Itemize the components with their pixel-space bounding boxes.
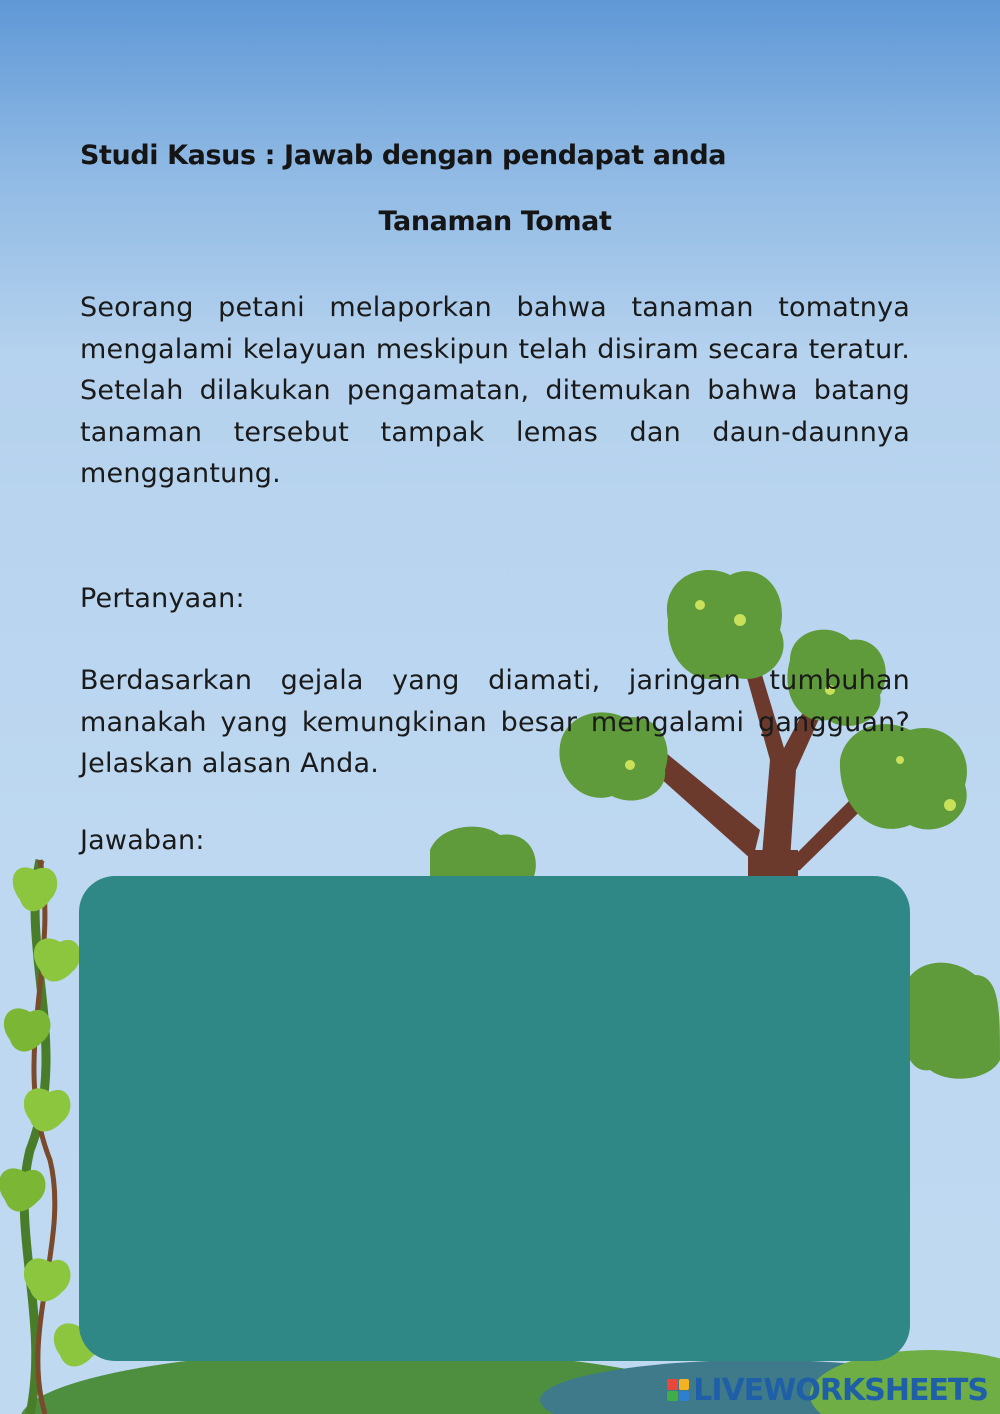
answer-textbox[interactable] (79, 876, 910, 1361)
logo-text: LIVEWORKSHEETS (693, 1372, 988, 1408)
case-title: Tanaman Tomat (378, 206, 612, 237)
page-title: Studi Kasus : Jawab dengan pendapat anda (80, 140, 727, 171)
answer-label: Jawaban: (80, 825, 205, 856)
question-label: Pertanyaan: (80, 583, 245, 614)
question-text: Berdasarkan gejala yang diamati, jaringan tumbuhan manakah yang kemungkinan besar mengalami gangguan? Jelaskan alasan Anda. (80, 665, 910, 779)
liveworksheets-logo (667, 1372, 988, 1408)
case-description: Seorang petani melaporkan bahwa tanaman tomatnya mengalami kelayuan meskipun telah disiram secara teratur. Setelah dilakukan pengamatan, ditemukan bahwa batang tanaman tersebut tampak lemas dan daun-daunnya menggantung. (80, 292, 910, 489)
logo-icon (667, 1379, 689, 1401)
